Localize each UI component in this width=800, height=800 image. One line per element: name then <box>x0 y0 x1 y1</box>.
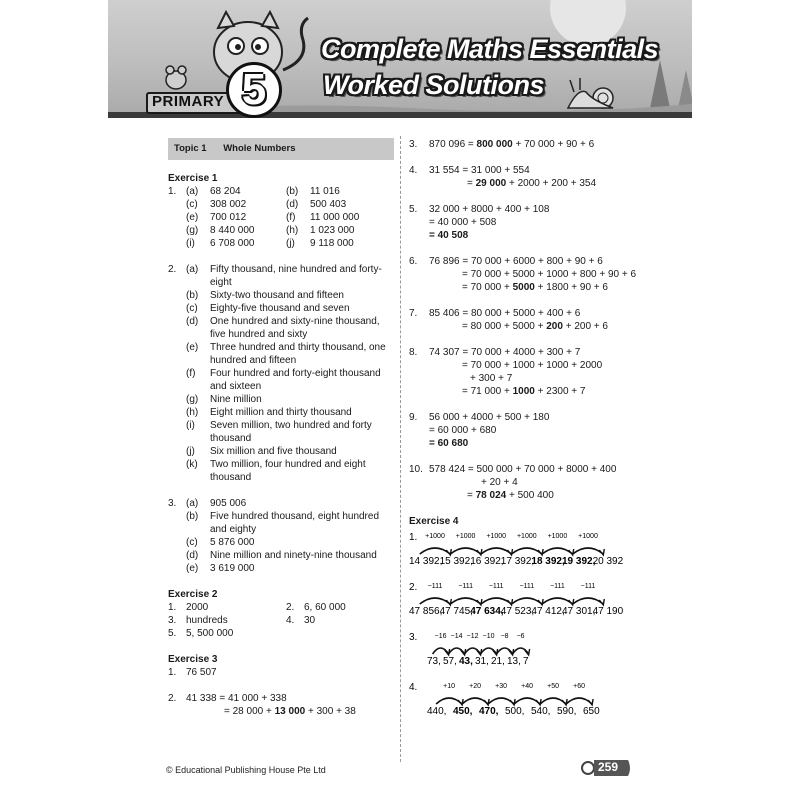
step-label: +10 <box>443 683 456 690</box>
answer-value: 6, 60 000 <box>304 602 346 613</box>
left-column <box>168 138 394 718</box>
equation-line <box>429 320 635 333</box>
answer-value: 500 403 <box>310 199 347 210</box>
sequence-value: 47 301, <box>562 606 596 617</box>
sequence-value: 21, <box>491 656 505 667</box>
equation-line: = 70 000 + 5000 + 1000 + 800 + 90 + 6 <box>462 269 637 280</box>
answer-text: Eight million and thirty thousand <box>210 407 352 418</box>
equation-line: = 40 508 <box>429 230 469 241</box>
equation-line: 32 000 + 8000 + 400 + 108 <box>429 204 550 215</box>
answer-value: 68 204 <box>210 186 241 197</box>
equation-line: = 60 680 <box>429 438 469 449</box>
answer-value: 2000 <box>186 602 209 613</box>
exercise-1-title: Exercise 1 <box>168 173 218 184</box>
ex3-q5 <box>409 203 635 242</box>
sequence-value: 18 392, <box>531 556 565 567</box>
equation-text: + 2300 + 7 <box>534 386 586 397</box>
part-label: (c) <box>186 537 198 548</box>
ex3-q9 <box>409 411 635 450</box>
step-arrow <box>542 548 573 554</box>
ex3-q3 <box>409 138 635 151</box>
equation-line <box>429 489 635 502</box>
part-label: (c) <box>186 199 198 210</box>
answer-text: Nine million <box>210 394 262 405</box>
question-number: 8. <box>409 347 418 358</box>
step-label: +1000 <box>578 533 598 540</box>
equation-text: 870 096 = <box>429 139 477 150</box>
step-label: +1000 <box>455 533 476 540</box>
answer-value: 308 002 <box>210 199 247 210</box>
part-label: (c) <box>186 303 198 314</box>
ex1-q1-grid <box>168 185 394 250</box>
part-label: (i) <box>186 420 195 431</box>
part-label: (e) <box>186 212 199 223</box>
part-label: (a) <box>186 264 199 275</box>
book-title-line1: Complete Maths Essentials <box>321 34 659 64</box>
equation-bold: 200 <box>546 321 563 332</box>
equation-text: = <box>467 490 476 501</box>
part-label: (h) <box>286 225 299 236</box>
part-label: (d) <box>186 316 199 327</box>
sequence-value: 590, <box>557 706 577 717</box>
question-number: 4. <box>286 615 295 626</box>
answer-text: Five hundred thousand, eight hundred and eighty <box>210 511 380 535</box>
equation-bold: 29 000 <box>475 178 507 189</box>
answer-text: 3 619 000 <box>210 563 255 574</box>
copyright-text: © Educational Publishing House Pte Ltd <box>166 765 326 775</box>
equation-line: = 70 000 + 1000 + 1000 + 2000 <box>462 360 603 371</box>
equation-line: = 40 000 + 508 <box>429 217 497 228</box>
question-number: 1. <box>168 602 177 613</box>
step-label: −16 <box>434 633 447 640</box>
question-number: 4. <box>409 682 418 693</box>
equation-line: 76 896 = 70 000 + 6000 + 800 + 90 + 6 <box>429 256 603 267</box>
step-label: −10 <box>482 633 495 640</box>
equation-text: + 1800 + 90 + 6 <box>534 282 608 293</box>
answer-value: 6 708 000 <box>210 238 255 249</box>
question-number: 1. <box>168 667 177 678</box>
equation-line <box>429 281 636 294</box>
equation-line <box>429 177 635 190</box>
sequence-value: 47 523, <box>500 606 535 617</box>
book-title-line2: Worked Solutions <box>323 70 545 100</box>
equation-line: 31 554 = 31 000 + 554 <box>429 165 530 176</box>
exercise-2-title: Exercise 2 <box>168 589 218 600</box>
ex1-q2-list <box>168 263 394 484</box>
sequence-value: 440, <box>427 706 447 717</box>
ex3-q4 <box>409 164 635 190</box>
sequence-value: 19 392, <box>562 556 596 567</box>
equation-line: 85 406 = 80 000 + 5000 + 400 + 6 <box>429 308 581 319</box>
sequence-value: 450, <box>453 706 473 717</box>
step-label: −111 <box>580 583 596 590</box>
sequence-diagram <box>409 578 637 618</box>
answer-value: 9 118 000 <box>310 238 354 249</box>
question-number: 6. <box>409 256 418 267</box>
sequence-value: 500, <box>505 706 525 717</box>
answer-text: 905 006 <box>210 498 247 509</box>
question-number: 7. <box>409 308 418 319</box>
step-arrow <box>573 548 604 554</box>
answer-value: 8 440 000 <box>210 225 255 236</box>
step-label: +40 <box>521 683 534 690</box>
step-label: +60 <box>573 683 586 690</box>
question-number: 3. <box>409 632 418 643</box>
equation-bold: 78 024 <box>475 490 507 501</box>
ex2-grid <box>168 601 394 640</box>
answer-text: Fifty thousand, nine hundred and forty-eight <box>210 264 382 288</box>
step-label: +30 <box>495 683 508 690</box>
equation-text: = <box>467 178 476 189</box>
part-label: (g) <box>186 394 199 405</box>
step-label: −8 <box>500 633 509 640</box>
part-label: (k) <box>186 459 198 470</box>
question-number: 1. <box>168 186 177 197</box>
answer-text: One hundred and sixty-nine thousand, five hundred and sixty <box>210 316 380 340</box>
sequence-value: 47 856, <box>409 606 443 617</box>
equation-line <box>429 138 635 151</box>
answer-text: Four hundred and forty-eight thousand and sixteen <box>210 368 381 392</box>
ex4-q2-sequence <box>409 578 635 618</box>
sequence-value: 540, <box>531 706 551 717</box>
snail-illustration <box>568 78 613 108</box>
ex3-q8 <box>409 346 635 398</box>
step-label: −6 <box>516 633 525 640</box>
equation-text: = 80 000 + 5000 + <box>462 321 547 332</box>
question-number: 2. <box>168 693 177 704</box>
step-arrow <box>542 598 573 604</box>
right-column <box>409 138 635 718</box>
ex3-q7 <box>409 307 635 333</box>
answer-text: Two million, four hundred and eight thousand <box>210 459 366 483</box>
equation-line: 74 307 = 70 000 + 4000 + 300 + 7 <box>429 347 581 358</box>
step-label: +1000 <box>425 533 445 540</box>
question-number: 3. <box>168 615 177 626</box>
part-label: (f) <box>186 368 196 379</box>
ex4-q4-sequence <box>409 678 635 718</box>
mouse-illustration <box>166 66 186 89</box>
question-number: 4. <box>409 165 418 176</box>
topic-bar <box>168 138 394 160</box>
step-arrow <box>450 548 481 554</box>
step-label: −111 <box>488 583 504 590</box>
step-arrow <box>481 598 512 604</box>
equation-text: = 71 000 + <box>462 386 513 397</box>
sequence-value: 17 392, <box>500 556 535 567</box>
step-label: +50 <box>547 683 560 690</box>
answer-value: hundreds <box>186 615 228 626</box>
column-divider <box>400 136 401 762</box>
part-label: (a) <box>186 498 199 509</box>
answer-value: 700 012 <box>210 212 247 223</box>
part-label: (j) <box>186 446 195 457</box>
part-label: (e) <box>186 563 199 574</box>
part-label: (b) <box>186 511 199 522</box>
ex3-q10 <box>409 463 635 502</box>
step-arrow <box>450 598 481 604</box>
sequence-value: 47 745, <box>439 606 473 617</box>
step-arrow <box>573 598 604 604</box>
step-label: +1000 <box>516 533 537 540</box>
part-label: (b) <box>186 290 199 301</box>
sequence-value: 470, <box>479 706 499 717</box>
grade-number: 5 <box>241 65 267 114</box>
ex4-q1-sequence <box>409 528 635 568</box>
sequence-value: 47 190 <box>592 606 624 617</box>
ex3-q6 <box>409 255 635 294</box>
sequence-value: 47 634, <box>470 606 504 617</box>
part-label: (d) <box>286 199 299 210</box>
equation-line: = 60 000 + 680 <box>429 425 497 436</box>
sequence-value: 73, <box>427 656 441 667</box>
part-label: (e) <box>186 342 199 353</box>
step-arrow <box>420 598 451 604</box>
answer-value: 11 000 000 <box>310 212 360 223</box>
ex1-q3-list <box>168 497 394 575</box>
answer-value: 11 016 <box>310 186 340 197</box>
answer-value: 30 <box>304 615 316 626</box>
step-label: +1000 <box>547 533 568 540</box>
sequence-value: 43, <box>459 656 473 667</box>
question-number: 10. <box>409 464 423 475</box>
part-label: (a) <box>186 186 199 197</box>
equation-text: + 2000 + 200 + 354 <box>506 178 597 189</box>
sequence-value: 31, <box>475 656 489 667</box>
question-number: 1. <box>409 532 418 543</box>
part-label: (g) <box>186 225 199 236</box>
answer-text: Nine million and ninety-nine thousand <box>210 550 377 561</box>
step-label: −111 <box>458 583 473 590</box>
equation-text: + 70 000 + 90 + 6 <box>512 139 595 150</box>
equation-line: + 20 + 4 <box>481 477 518 488</box>
exercise-3-title: Exercise 3 <box>168 654 218 665</box>
equation-bold: 13 000 <box>274 706 306 717</box>
sequence-diagram <box>409 528 637 568</box>
topic-name: Whole Numbers <box>223 143 296 154</box>
ex3-q2 <box>168 692 394 718</box>
sequence-value: 14 392, <box>409 556 443 567</box>
question-number: 5. <box>168 628 177 639</box>
answer-value: 76 507 <box>186 667 217 678</box>
part-label: (f) <box>286 212 296 223</box>
question-number: 3. <box>409 139 418 150</box>
equation-text: + 500 400 <box>506 490 554 501</box>
answer-text: Six million and five thousand <box>210 446 337 457</box>
topic-number: Topic 1 <box>174 143 207 154</box>
step-arrow <box>512 598 543 604</box>
sequence-value: 16 392, <box>470 556 504 567</box>
step-arrow <box>420 548 451 554</box>
step-arrow <box>512 548 543 554</box>
sequence-diagram <box>409 678 637 718</box>
part-label: (b) <box>286 186 299 197</box>
equation-line: 41 338 = 41 000 + 338 <box>186 693 287 704</box>
sequence-value: 7 <box>523 656 529 667</box>
equation-text: = 70 000 + <box>462 282 513 293</box>
sequence-value: 20 392 <box>592 556 624 567</box>
question-number: 2. <box>409 582 418 593</box>
answer-value: 1 023 000 <box>310 225 355 236</box>
primary-label: PRIMARY <box>152 93 225 110</box>
part-label: (h) <box>186 407 199 418</box>
step-label: +20 <box>469 683 482 690</box>
question-number: 2. <box>286 602 295 613</box>
answer-text: 5 876 000 <box>210 537 255 548</box>
step-arrow <box>481 548 512 554</box>
part-label: (d) <box>186 550 199 561</box>
answer-text: Seven million, two hundred and forty thousand <box>210 420 372 444</box>
answer-text: Eighty-five thousand and seven <box>210 303 350 314</box>
sequence-diagram <box>409 628 637 668</box>
step-label: −12 <box>466 633 479 640</box>
exercise-4-title: Exercise 4 <box>409 516 459 527</box>
part-label: (i) <box>186 238 195 249</box>
equation-bold: 800 000 <box>476 139 513 150</box>
answer-text: Sixty-two thousand and fifteen <box>210 290 344 301</box>
sequence-value: 650 <box>583 706 600 717</box>
answer-text: Three hundred and thirty thousand, one hundred and fifteen <box>210 342 386 366</box>
sequence-value: 47 412, <box>531 606 565 617</box>
equation-line: + 300 + 7 <box>470 373 513 384</box>
step-label: −111 <box>550 583 565 590</box>
equation-text: = 28 000 + <box>224 706 275 717</box>
page-number: 259 <box>598 760 619 774</box>
sequence-value: 57, <box>443 656 457 667</box>
ex4-q3-sequence <box>409 628 635 668</box>
part-label: (j) <box>286 238 295 249</box>
step-label: −111 <box>427 583 443 590</box>
equation-bold: 5000 <box>512 282 535 293</box>
step-label: −14 <box>450 633 463 640</box>
equation-text: + 200 + 6 <box>562 321 608 332</box>
question-number: 5. <box>409 204 418 215</box>
header-banner <box>108 0 692 118</box>
equation-line: 578 424 = 500 000 + 70 000 + 8000 + 400 <box>429 464 617 475</box>
equation-line: 56 000 + 4000 + 500 + 180 <box>429 412 550 423</box>
step-label: +1000 <box>486 533 507 540</box>
answer-value: 5, 500 000 <box>186 628 234 639</box>
step-label: −111 <box>519 583 535 590</box>
equation-line <box>186 705 394 718</box>
equation-line <box>429 385 635 398</box>
question-number: 3. <box>168 498 177 509</box>
sequence-value: 13, <box>507 656 521 667</box>
equation-text: + 300 + 38 <box>305 706 356 717</box>
sequence-value: 15 392, <box>439 556 473 567</box>
equation-bold: 1000 <box>512 386 535 397</box>
question-number: 9. <box>409 412 418 423</box>
question-number: 2. <box>168 264 177 275</box>
